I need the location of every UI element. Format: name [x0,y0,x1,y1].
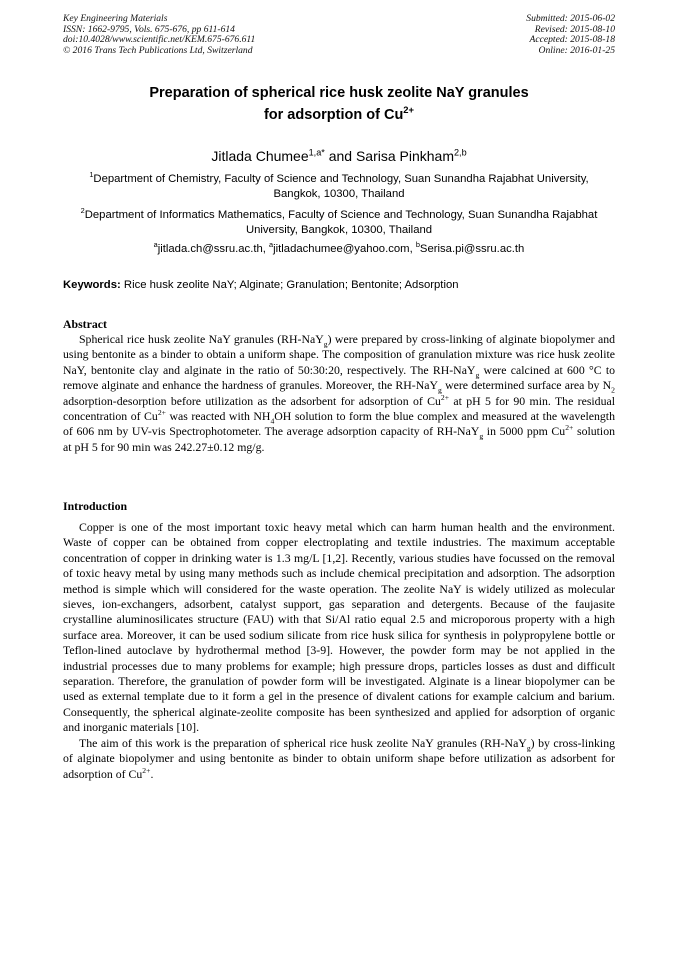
copyright-line: © 2016 Trans Tech Publications Ltd, Switzerland [63,44,253,56]
online-date: Online: 2016-01-25 [538,44,615,56]
introduction-section [63,499,615,782]
doi-line: doi:10.4028/www.scientific.net/KEM.675-676.611 [63,34,256,45]
author-emails: $^a$jitlada.ch@ssru.ac.th, $^a$jitladachumee@yahoo.com, $^b$Serisa.pi@ssru.ac.th [153,240,525,255]
title-line-1: Preparation of spherical rice husk zeolite NaY granules [149,85,529,101]
author-2: Sarisa Pinkham [355,148,454,164]
keywords-text: Rice husk zeolite NaY; Alginate; Granulation; Bentonite; Adsorption [120,279,459,291]
keywords-label: Keywords: [63,279,121,291]
email-1[interactable]: jitlada.ch@ssru.ac.th [157,243,263,255]
journal-info [63,14,255,56]
affiliation-2: $^2$Department of Informatics Mathematics, Faculty of Science and Technology, Suan Sunandha Rajabhat University, Bangkok, 10300, Thailand [80,206,598,236]
submitted-date: Submitted: 2015-06-02 [526,13,615,24]
revised-date: Revised: 2015-08-10 [534,23,615,35]
abstract-section [63,317,615,455]
introduction-paragraph-2: The aim of this work is the preparation of spherical rice husk zeolite NaY granules (RH-NaY$_g$) by cross-linking of alginate biopolymer and using bentonite as binder to obtain uniform shape before utilization as adsorbent for adsorption of $Cu^{2+}$. [63,735,615,781]
author-1: Jitlada Chumee [211,148,309,164]
abstract-heading: Abstract [63,317,107,331]
journal-name: Key Engineering Materials [63,13,168,24]
title-line-2: for adsorption of $Cu^{2+}$ [263,104,415,123]
affiliation-1: $^1$Department of Chemistry, Faculty of Science and Technology, Suan Sunandha Rajabhat University, Bangkok, 10300, Thailand [89,170,589,200]
email-3[interactable]: Serisa.pi@ssru.ac.th [419,243,525,255]
paper-title [63,82,615,126]
authors: Jitlada Chumee$^{1,a*}$ and Sarisa Pinkham$^{2,b}$ [211,147,467,164]
introduction-paragraph-1: Copper is one of the most important toxic heavy metal which can harm human health and the environment. Waste of copper can be obtained from copper electroplating and textile industries. The maximum acceptable concentration of copper in drinking water is 1.3 mg/L [1,2]. Recently, various studies have focussed on the removal of toxic heavy metal by using many methods such as include chemical precipitation and adsorption. The adsorption method is simple which will considered for the waste operation. The zeolite NaY is widely utilized as molecular sieves, ion-exchangers, adsorbent, catalyst support, gas separation and detergents. Because of the faujasite crystalline aluminosilicates structure (FAU) with that Si/Al ratio equal 2.5 and microporous property with a high surface area. Moreover, it can be used sodium silicate from rice husk silica for synthesis in polypropylene bottle or Teflon-lined autoclave by hydrothermal method [3-9]. However, the powder form may be not applied in the industrial processes due to many problems for example; high pressure drops, particles losses as dust and difficult separation. Therefore, the granulation of powder form will be investigated. Alginate is a linear biopolymer can be used as external template due to it form a gel in the presence of divalent cations for example calcium and barium. Consequently, the spherical alginate-zeolite composite has been synthesized and applied for adsorption of organic and inorganic materials [10]. [63,520,615,735]
keywords [63,279,615,291]
accepted-date: Accepted: 2015-08-18 [529,34,615,45]
introduction-heading: Introduction [63,499,128,513]
issn-line: ISSN: 1662-9795, Vols. 675-676, pp 611-614 [63,23,235,35]
abstract-text: Spherical rice husk zeolite NaY granules (RH-NaY$_g$) were prepared by cross-linking of alginate biopolymer and using bentonite as a binder to obtain a uniform shape. The composition of granulation mixture was rice husk zeolite NaY, bentonite clay and alginate in the ratio of 50:30:20, respectively. The RH-NaY$_g$ were calcined at 600 °C to remove alginate and enhance the hardness of granules. Moreover, the RH-NaY$_g$ were determined surface area by $N_2$ adsorption-desorption before utilization as the adsorbent for adsorption of $Cu^{2+}$ at pH 5 for 90 min. The residual concentration of $Cu^{2+}$ was reacted with $NH_4OH$ solution to form the blue complex and measured at the wavelength of 606 nm by UV-vis Spectrophotometer. The average adsorption capacity of RH-NaY$_g$ in 5000 ppm $Cu^{2+}$ solution at pH 5 for 90 min was 242.27±0.12 mg/g. [63,332,616,454]
publication-dates [526,14,615,56]
email-2[interactable]: jitladachumee@yahoo.com [273,243,410,255]
